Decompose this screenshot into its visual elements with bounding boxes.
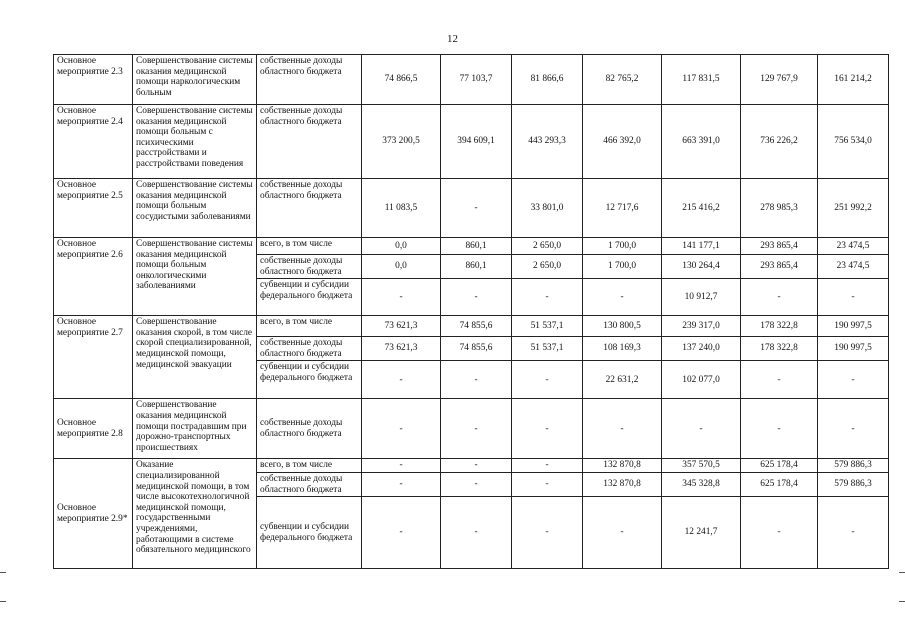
page-number: 12 <box>447 33 458 45</box>
amount-cell: 81 866,6 <box>512 55 583 105</box>
amount-cell: 22 631,2 <box>583 361 662 399</box>
amount-cell: 394 609,1 <box>441 105 512 179</box>
amount-cell: 12 241,7 <box>662 497 741 569</box>
amount-cell: 10 912,7 <box>662 279 741 316</box>
amount-cell: 345 328,8 <box>662 472 741 496</box>
amount-cell: - <box>512 497 583 569</box>
measure-code: Основное мероприятие 2.6 <box>54 238 133 316</box>
amount-cell: 736 226,2 <box>741 105 818 179</box>
amount-cell: 178 322,8 <box>741 337 818 361</box>
amount-cell: 130 800,5 <box>583 316 662 337</box>
margin-mark <box>899 601 905 602</box>
amount-cell: - <box>741 361 818 399</box>
funding-source: собственные доходы областного бюджета <box>257 179 362 238</box>
amount-cell: 190 997,5 <box>818 337 889 361</box>
measure-description: Совершенствование оказания скорой, в том числе скорой специализированной, медицинской помощи, медицинской эвакуации <box>133 316 257 399</box>
amount-cell: 860,1 <box>441 255 512 279</box>
amount-cell: - <box>741 399 818 459</box>
amount-cell: 132 870,8 <box>583 472 662 496</box>
amount-cell: 130 264,4 <box>662 255 741 279</box>
amount-cell: - <box>512 399 583 459</box>
amount-cell: 73 621,3 <box>362 316 441 337</box>
amount-cell: - <box>441 497 512 569</box>
measure-code: Основное мероприятие 2.5 <box>54 179 133 238</box>
funding-source: собственные доходы областного бюджета <box>257 105 362 179</box>
amount-cell: 102 077,0 <box>662 361 741 399</box>
funding-source: собственные доходы областного бюджета <box>257 399 362 459</box>
table-row <box>54 459 889 473</box>
funding-source: субвенции и субсидии федерального бюджета <box>257 497 362 569</box>
amount-cell: 12 717,6 <box>583 179 662 238</box>
measure-description: Оказание специализированной медицинской помощи, в том числе высокотехнологичной медицинской помощи, государственными учреждениями, работающими в системе обязательного медицинского <box>133 459 257 569</box>
measure-code: Основное мероприятие 2.7 <box>54 316 133 399</box>
funding-source: собственные доходы областного бюджета <box>257 472 362 496</box>
amount-cell: 77 103,7 <box>441 55 512 105</box>
amount-cell: 178 322,8 <box>741 316 818 337</box>
funding-source: собственные доходы областного бюджета <box>257 337 362 361</box>
funding-source: собственные доходы областного бюджета <box>257 55 362 105</box>
amount-cell: 132 870,8 <box>583 459 662 473</box>
amount-cell: 74 855,6 <box>441 337 512 361</box>
amount-cell: 117 831,5 <box>662 55 741 105</box>
amount-cell: 293 865,4 <box>741 255 818 279</box>
amount-cell: 251 992,2 <box>818 179 889 238</box>
amount-cell: - <box>441 361 512 399</box>
amount-cell: 141 177,1 <box>662 238 741 255</box>
amount-cell: - <box>818 497 889 569</box>
amount-cell: 756 534,0 <box>818 105 889 179</box>
margin-mark <box>0 601 6 602</box>
table-row <box>54 316 889 337</box>
amount-cell: 357 570,5 <box>662 459 741 473</box>
margin-mark <box>899 572 905 573</box>
amount-cell: 2 650,0 <box>512 255 583 279</box>
table-row <box>54 105 889 179</box>
amount-cell: 579 886,3 <box>818 459 889 473</box>
amount-cell: - <box>362 399 441 459</box>
measure-code: Основное мероприятие 2.4 <box>54 105 133 179</box>
amount-cell: - <box>818 399 889 459</box>
amount-cell: 11 083,5 <box>362 179 441 238</box>
amount-cell: 190 997,5 <box>818 316 889 337</box>
measure-code: Основное мероприятие 2.3 <box>54 55 133 105</box>
measure-description: Совершенствование оказания медицинской помощи пострадавшим при дорожно-транспортных происшествиях <box>133 399 257 459</box>
table-row <box>54 179 889 238</box>
amount-cell: - <box>362 497 441 569</box>
amount-cell: 1 700,0 <box>583 238 662 255</box>
amount-cell: 239 317,0 <box>662 316 741 337</box>
amount-cell: - <box>583 497 662 569</box>
measure-description: Совершенствование системы оказания медицинской помощи больным сосудистыми заболеваниями <box>133 179 257 238</box>
funding-source: всего, в том числе <box>257 316 362 337</box>
amount-cell: - <box>362 279 441 316</box>
amount-cell: - <box>512 279 583 316</box>
amount-cell: 74 855,6 <box>441 316 512 337</box>
amount-cell: - <box>441 279 512 316</box>
amount-cell: - <box>441 399 512 459</box>
amount-cell: 0,0 <box>362 255 441 279</box>
amount-cell: - <box>362 472 441 496</box>
amount-cell: 373 200,5 <box>362 105 441 179</box>
measure-code: Основное мероприятие 2.8 <box>54 399 133 459</box>
amount-cell: 625 178,4 <box>741 472 818 496</box>
amount-cell: - <box>441 459 512 473</box>
amount-cell: 278 985,3 <box>741 179 818 238</box>
amount-cell: 33 801,0 <box>512 179 583 238</box>
funding-source: субвенции и субсидии федерального бюджета <box>257 361 362 399</box>
amount-cell: - <box>512 472 583 496</box>
amount-cell: - <box>741 497 818 569</box>
amount-cell: 108 169,3 <box>583 337 662 361</box>
amount-cell: - <box>583 399 662 459</box>
amount-cell: - <box>512 459 583 473</box>
amount-cell: - <box>818 279 889 316</box>
funding-source: всего, в том числе <box>257 459 362 473</box>
measure-code: Основное мероприятие 2.9* <box>54 459 133 569</box>
measure-description: Совершенствование системы оказания медицинской помощи больным онкологическими заболеваниями <box>133 238 257 316</box>
amount-cell: 215 416,2 <box>662 179 741 238</box>
table-row <box>54 399 889 459</box>
measure-description: Совершенствование системы оказания медицинской помощи больным с психическими расстройствами и расстройствами поведения <box>133 105 257 179</box>
amount-cell: 0,0 <box>362 238 441 255</box>
amount-cell: - <box>362 361 441 399</box>
amount-cell: 23 474,5 <box>818 238 889 255</box>
amount-cell: - <box>662 399 741 459</box>
funding-source: субвенции и субсидии федерального бюджета <box>257 279 362 316</box>
amount-cell: - <box>441 472 512 496</box>
table-row <box>54 55 889 105</box>
amount-cell: 129 767,9 <box>741 55 818 105</box>
measure-description: Совершенствование системы оказания медицинской помощи наркологическим больным <box>133 55 257 105</box>
budget-table <box>53 54 889 569</box>
amount-cell: - <box>362 459 441 473</box>
amount-cell: 443 293,3 <box>512 105 583 179</box>
margin-mark <box>0 572 6 573</box>
amount-cell: 579 886,3 <box>818 472 889 496</box>
amount-cell: 51 537,1 <box>512 316 583 337</box>
amount-cell: 73 621,3 <box>362 337 441 361</box>
amount-cell: 23 474,5 <box>818 255 889 279</box>
amount-cell: 82 765,2 <box>583 55 662 105</box>
amount-cell: 293 865,4 <box>741 238 818 255</box>
amount-cell: 161 214,2 <box>818 55 889 105</box>
funding-source: всего, в том числе <box>257 238 362 255</box>
funding-source: собственные доходы областного бюджета <box>257 255 362 279</box>
amount-cell: 466 392,0 <box>583 105 662 179</box>
amount-cell: - <box>741 279 818 316</box>
table-row <box>54 238 889 255</box>
amount-cell: 137 240,0 <box>662 337 741 361</box>
amount-cell: 663 391,0 <box>662 105 741 179</box>
amount-cell: 1 700,0 <box>583 255 662 279</box>
amount-cell: - <box>441 179 512 238</box>
amount-cell: 74 866,5 <box>362 55 441 105</box>
amount-cell: 51 537,1 <box>512 337 583 361</box>
amount-cell: - <box>583 279 662 316</box>
amount-cell: - <box>512 361 583 399</box>
amount-cell: 860,1 <box>441 238 512 255</box>
amount-cell: 2 650,0 <box>512 238 583 255</box>
amount-cell: 625 178,4 <box>741 459 818 473</box>
amount-cell: - <box>818 361 889 399</box>
